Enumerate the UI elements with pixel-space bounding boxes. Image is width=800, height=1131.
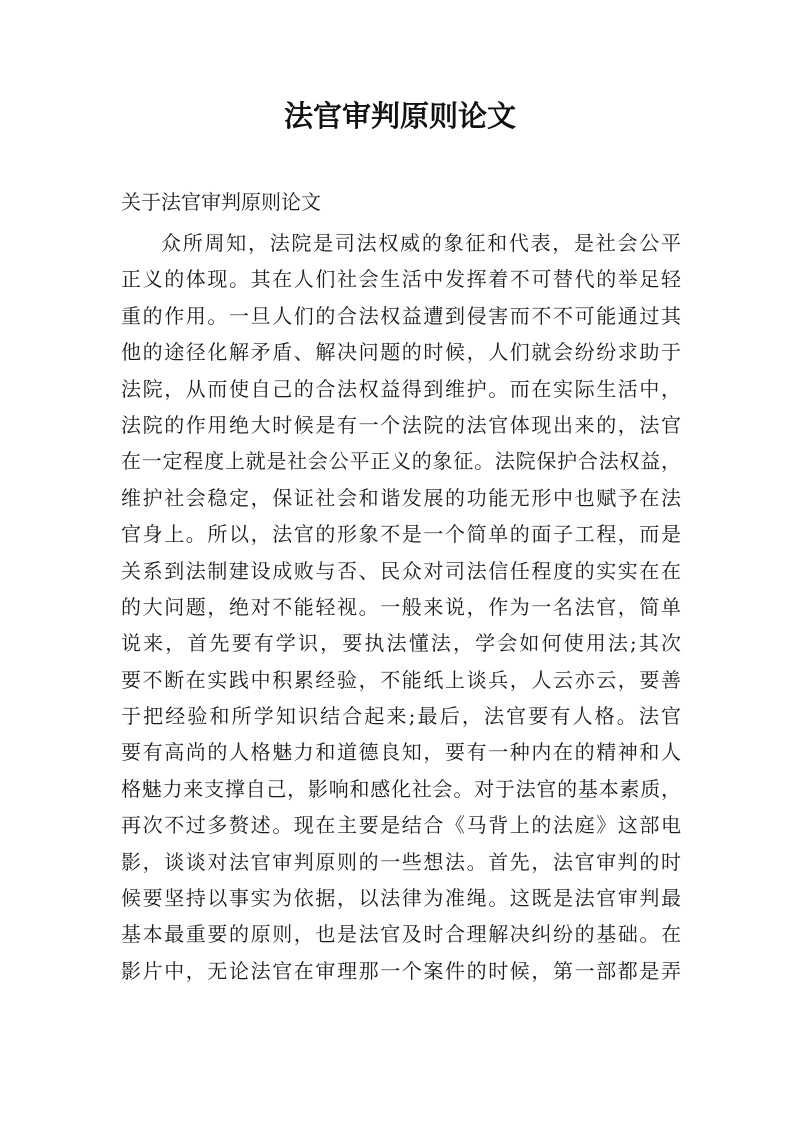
body-line: 法院的作用绝大时候是有一个法院的法官体现出来的，法官 [121, 412, 681, 437]
body-line: 格魅力来支撑自己，影响和感化社会。对于法官的基本素质， [121, 776, 681, 801]
body-line: 的大问题，绝对不能轻视。一般来说，作为一名法官，简单 [121, 594, 681, 619]
body-line: 众所周知，法院是司法权威的象征和代表，是社会公平 [161, 231, 681, 255]
body-line: 关系到法制建设成败与否、民众对司法信任程度的实实在在 [121, 558, 681, 583]
body-line: 影片中，无论法官在审理那一个案件的时候，第一部都是弄 [121, 958, 681, 983]
body-line: 基本最重要的原则，也是法官及时合理解决纠纷的基础。在 [121, 922, 681, 947]
document-title: 法官审判原则论文 [283, 99, 516, 133]
body-line: 要不断在实践中积累经验，不能纸上谈兵，人云亦云，要善 [121, 667, 681, 692]
body-line: 于把经验和所学知识结合起来;最后，法官要有人格。法官 [121, 704, 681, 729]
body-line: 官身上。所以，法官的形象不是一个简单的面子工程，而是 [121, 522, 681, 547]
body-line: 正义的体现。其在人们社会生活中发挥着不可替代的举足轻 [121, 267, 681, 292]
body-line: 要有高尚的人格魅力和道德良知，要有一种内在的精神和人 [121, 740, 681, 765]
body-line: 维护社会稳定，保证社会和谐发展的功能无形中也赋予在法 [121, 485, 681, 510]
body-line: 影，谈谈对法官审判原则的一些想法。首先，法官审判的时 [121, 849, 681, 874]
body-line: 说来，首先要有学识，要执法懂法，学会如何使用法;其次 [121, 631, 681, 656]
body-line: 再次不过多赘述。现在主要是结合《马背上的法庭》这部电 [121, 813, 681, 838]
body-line: 在一定程度上就是社会公平正义的象征。法院保护合法权益， [121, 449, 681, 474]
body-line: 法院，从而使自己的合法权益得到维护。而在实际生活中， [121, 376, 681, 401]
body-line: 重的作用。一旦人们的合法权益遭到侵害而不不可能通过其 [121, 303, 681, 328]
body-line: 他的途径化解矛盾、解决问题的时候，人们就会纷纷求助于 [121, 340, 681, 365]
body-line: 候要坚持以事实为依据，以法律为准绳。这既是法官审判最 [121, 886, 681, 911]
document-body [121, 225, 681, 989]
document-subtitle: 关于法官审判原则论文 [121, 190, 321, 214]
